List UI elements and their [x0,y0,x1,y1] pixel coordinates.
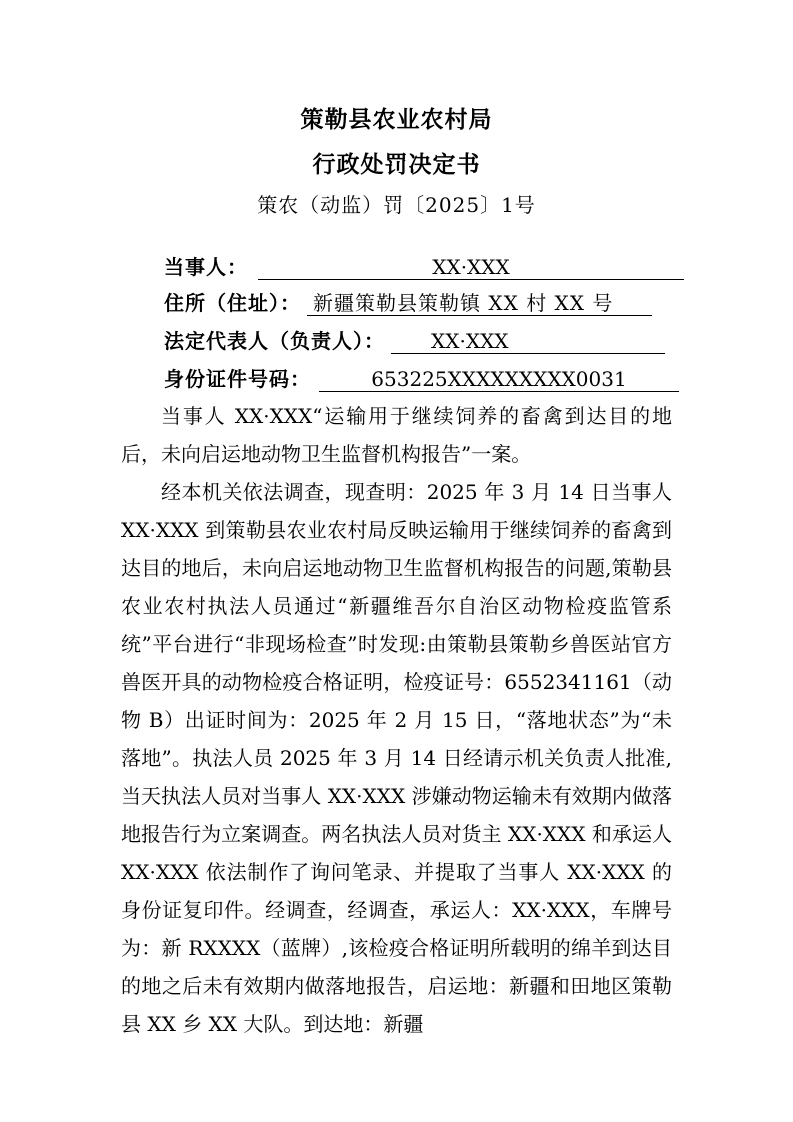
id-number-field [164,362,679,392]
document-number: 策农（动监）罚〔2025〕1号 [257,193,536,217]
document-body [121,397,672,1043]
party-label: 当事人： [164,255,248,279]
party-value: XX·XXX [258,254,684,280]
address-label: 住所（住址）： [164,291,301,315]
id-number-value: 653225XXXXXXXXX0031 [319,366,679,392]
document-type-title: 行政处罚决定书 [312,151,481,178]
representative-field [164,324,665,354]
investigation-paragraph: 经本机关依法调查，现查明：2025 年 3 月 14 日当事人 XX·XXX 到策勒县农业农村局反映运输用于继续饲养的畜禽到达目的地后，未向启运地动物卫生监督机构报告的问题,策勒县农业农村执法人员通过“新疆维吾尔自治区动物检疫监管系统”平台进行“非现场检查”时发现:由策勒县策勒乡兽医站官方兽医开具的动物检疫合格证明，检疫证号：6552341161（动物 B）出证时间为：2025 年 2 月 15 日，“落地状态”为“未落地”。执法人员 2025 年 3 月 14 日经请示机关负责人批准,当天执法人员对当事人 XX·XXX 涉嫌动物运输未有效期内做落地报告行为立案调查。两名执法人员对货主 XX·XXX 和承运人 XX·XXX 依法制作了询问笔录、并提取了当事人 XX·XXX 的身份证复印件。经调查，经调查，承运人：XX·XXX，车牌号为：新 RXXXX（蓝牌）,该检疫合格证明所载明的绵羊到达目的地之后未有效期内做落地报告，启运地：新疆和田地区策勒县 XX 乡 XX 大队。到达地：新疆 [121,480,672,1036]
representative-label: 法定代表人（负责人）： [164,329,385,353]
agency-title: 策勒县农业农村局 [300,106,493,133]
id-number-label: 身份证件号码： [164,367,311,391]
address-field [164,286,652,316]
representative-value: XX·XXX [391,328,665,354]
address-value: 新疆策勒县策勒镇 XX 村 XX 号 [307,290,652,316]
party-field [164,250,684,280]
case-summary-paragraph: 当事人 XX·XXX“运输用于继续饲养的畜禽到达目的地后，未向启运地动物卫生监督机构报告”一案。 [121,404,672,466]
